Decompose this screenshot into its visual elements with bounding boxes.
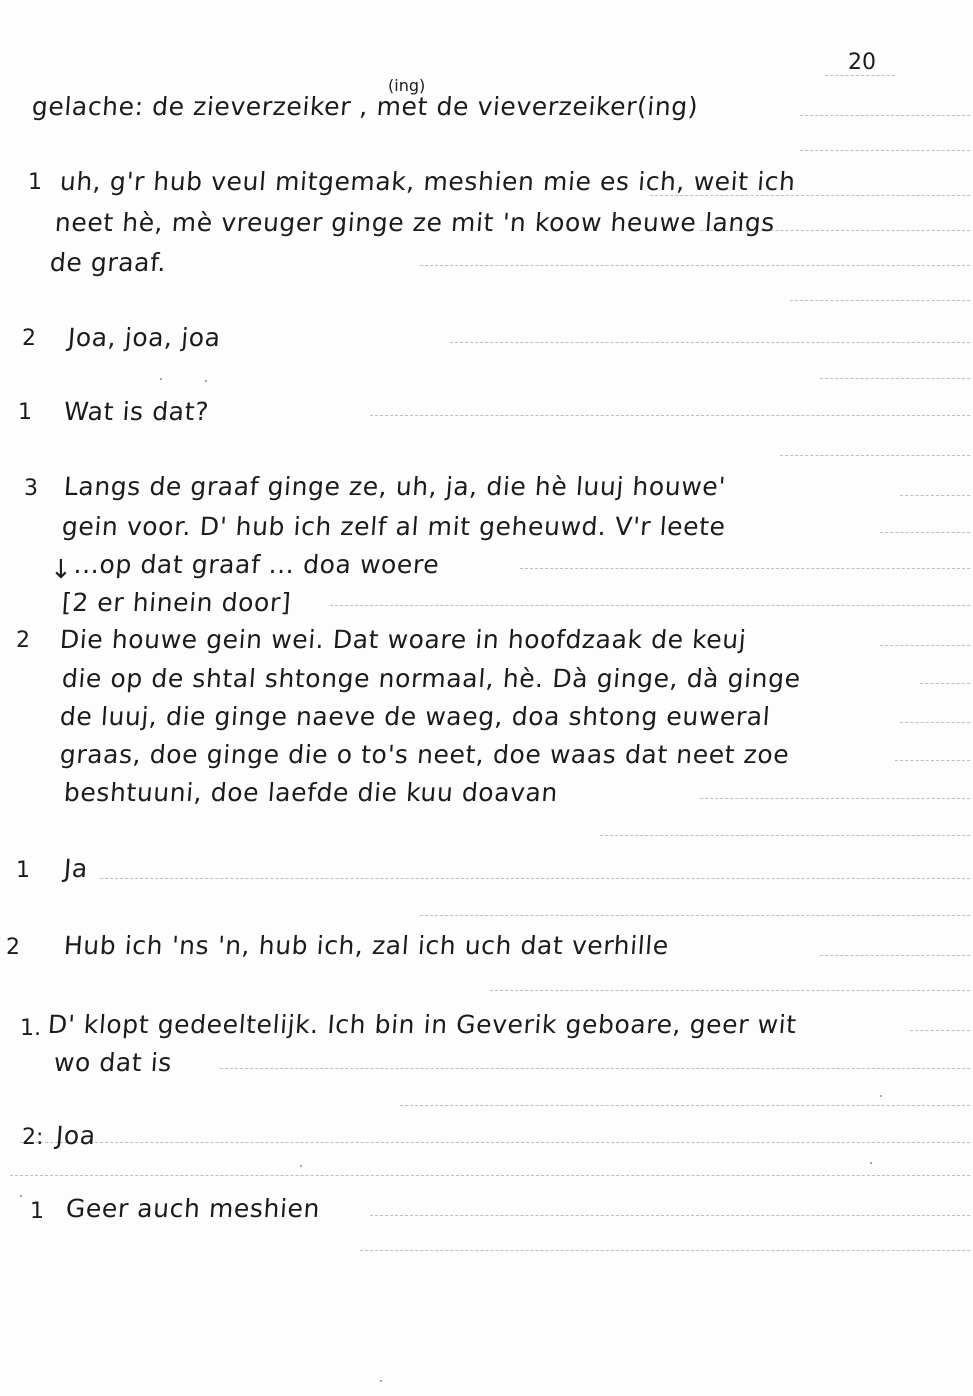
page-number: 20 [848,50,876,75]
speaker-number: 2 [16,628,30,653]
ruled-line [700,798,970,799]
ruled-line [920,683,970,684]
ruled-line [820,955,970,956]
transcript-line: Ja [62,854,89,883]
ruled-line [330,605,970,606]
ruled-line [825,75,895,76]
transcript-line: D' klopt gedeeltelijk. Ich bin in Geverik geboare, geer wit [46,1010,798,1039]
transcript-line: graas, doe ginge die o to's neet, doe waas dat neet zoe [58,740,791,769]
ruled-line [370,1215,970,1216]
header-line: gelache: de zieverzeiker , met de vieverzeiker(ing) [30,92,700,121]
speaker-number: 2 [6,935,20,960]
speaker-number: 1 [28,170,42,195]
transcript-line: Joa, joa, joa [66,323,222,352]
ruled-line [910,1030,970,1031]
ruled-line [780,455,970,456]
transcript-line: gein voor. D' hub ich zelf al mit geheuwd. V'r leete [60,512,727,541]
transcript-line: Geer auch meshien [64,1194,322,1223]
ruled-line [420,265,970,266]
transcript-line: Hub ich 'ns 'n, hub ich, zal ich uch dat verhille [62,931,670,960]
scan-speck [870,1162,872,1164]
ruled-line [880,532,970,533]
speaker-number: 1. [20,1016,41,1041]
scan-speck [20,1195,22,1197]
scan-speck [880,1095,882,1097]
ruled-line [800,115,970,116]
speaker-number: 2 [22,326,36,351]
transcript-line: Langs de graaf ginge ze, uh, ja, die hè luuj houwe' [62,472,727,501]
ruled-line [360,1250,970,1251]
scan-speck [300,1165,302,1167]
ruled-line [790,300,970,301]
ruled-line [370,415,970,416]
transcript-line: neet hè, mè vreuger ginge ze mit 'n koow heuwe langs [53,208,777,237]
transcript-line: Joa [54,1121,97,1150]
transcript-note: [2 er hinein door] [60,588,293,617]
ruled-line [420,915,970,916]
scan-speck [205,380,207,382]
transcript-line: de graaf. [48,248,168,277]
transcript-line: ...op dat graaf ... doa woere [72,550,441,579]
transcript-line: de luuj, die ginge naeve de waeg, doa shtong euweral [58,702,772,731]
scan-speck [160,378,162,380]
ruled-line [520,568,970,569]
transcript-line: beshtuuni, doe laefde die kuu doavan [62,778,559,807]
ruled-line [895,760,970,761]
ruled-line [820,378,970,379]
transcript-line: Wat is dat? [62,397,210,426]
ruled-line [10,1175,970,1176]
ruled-line [400,1105,970,1106]
ruled-line [100,878,970,879]
transcript-line: uh, g'r hub veul mitgemak, meshien mie es ich, weit ich [58,167,797,196]
transcript-line: Die houwe gein wei. Dat woare in hoofdzaak de keuj [58,625,748,654]
ruled-line [450,342,970,343]
speaker-number: 2: [22,1125,44,1150]
down-arrow-icon: ↓ [50,555,72,585]
header-superscript: (ing) [388,76,426,95]
ruled-line [600,835,970,836]
ruled-line [800,150,970,151]
speaker-number: 1 [30,1199,44,1224]
speaker-number: 1 [16,858,30,883]
ruled-line [490,990,970,991]
transcript-line: wo dat is [52,1048,174,1077]
transcript-line: die op de shtal shtonge normaal, hè. Dà ginge, dà ginge [60,664,802,693]
ruled-line [220,1068,970,1069]
ruled-line [900,495,970,496]
ruled-line [880,645,970,646]
speaker-number: 1 [18,400,32,425]
speaker-number: 3 [24,476,38,501]
ruled-line [20,1142,970,1143]
ruled-line [900,722,970,723]
scan-speck [380,1380,382,1382]
